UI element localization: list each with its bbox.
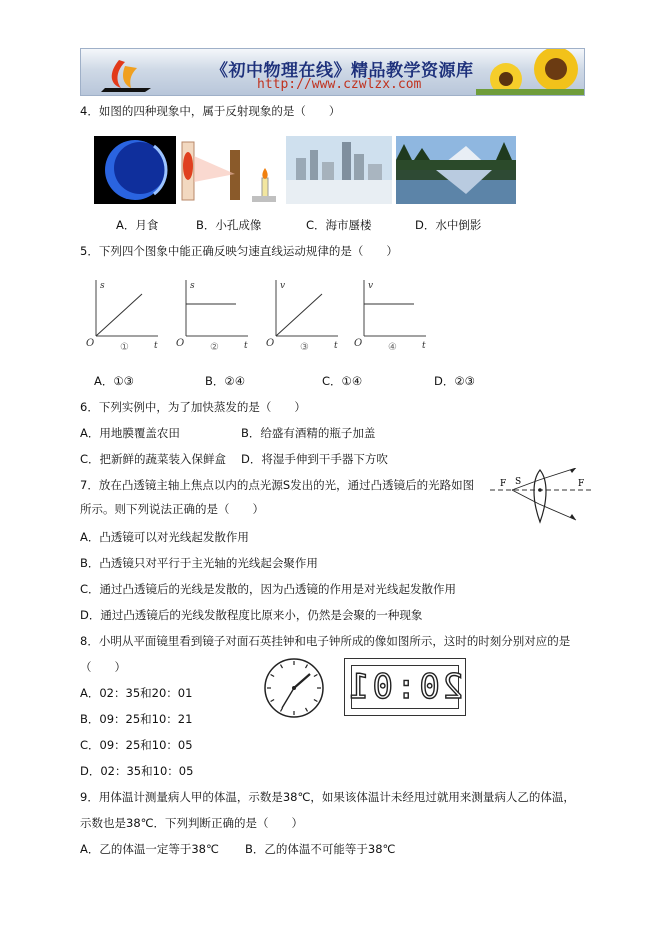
q5-graph-origin: O bbox=[86, 338, 95, 349]
q4-option-b: B．小孔成像 bbox=[196, 218, 262, 232]
q7-option-d: D．通过凸透镜后的光线发散程度比原来小，仍然是会聚的一种现象 bbox=[80, 608, 423, 622]
q7-stem-line1: 7．放在凸透镜主轴上焦点以内的点光源S发出的光，通过凸透镜后的光路如图 bbox=[80, 478, 475, 492]
mirage-city-image bbox=[286, 136, 392, 204]
q5-graph-x-label: t bbox=[154, 341, 158, 351]
q7-option-c: C．通过凸透镜后的光线是发散的，因为凸透镜的作用是对光线起发散作用 bbox=[80, 582, 457, 596]
q5-graph-origin: O bbox=[176, 338, 185, 349]
q7-label-s: S bbox=[515, 477, 522, 487]
q5-graph-x-label: t bbox=[422, 341, 426, 351]
q5-graph-origin: O bbox=[266, 338, 275, 349]
q7-label-f-left: F bbox=[500, 479, 507, 489]
q5-graph-x-label: t bbox=[244, 341, 248, 351]
q6-stem: 6．下列实例中，为了加快蒸发的是（ ） bbox=[80, 400, 306, 414]
q9-option-b: B．乙的体温不可能等于38℃ bbox=[245, 842, 396, 856]
q8-analog-clock-image bbox=[262, 656, 326, 720]
q5-graph-y-label: v bbox=[280, 281, 286, 291]
q7-label-f-right: F bbox=[578, 479, 585, 489]
q5-option-a: A．①③ bbox=[94, 374, 134, 388]
q5-graph-3 bbox=[264, 276, 346, 354]
header-banner bbox=[80, 48, 585, 96]
q9-option-a: A．乙的体温一定等于38℃ bbox=[80, 842, 219, 856]
q8-option-d: D．02：35和10：05 bbox=[80, 764, 194, 778]
q5-graph-y-label: s bbox=[100, 281, 105, 291]
q7-option-a: A．凸透镜可以对光线起发散作用 bbox=[80, 530, 249, 544]
q5-graph-number: ③ bbox=[300, 342, 309, 353]
header-title: 《初中物理在线》精品教学资源库 bbox=[211, 61, 474, 81]
q8-stem: 8．小明从平面镜里看到镜子对面石英挂钟和电子钟所成的像如图所示，这时的时刻分别对应的是 bbox=[80, 634, 571, 648]
q5-graph-number: ① bbox=[120, 342, 129, 353]
logo-icon bbox=[91, 52, 191, 92]
q5-stem: 5．下列四个图象中能正确反映匀速直线运动规律的是（ ） bbox=[80, 244, 398, 258]
sunflower-icon bbox=[476, 48, 585, 96]
q6-option-b: B．给盛有酒精的瓶子加盖 bbox=[241, 426, 376, 440]
q8-option-a: A．02：35和20：01 bbox=[80, 686, 193, 700]
q8-option-c: C．09：25和10：05 bbox=[80, 738, 193, 752]
q9-stem-line1: 9．用体温计测量病人甲的体温，示数是38℃，如果该体温计未经甩过就用来测量病人乙的体温， bbox=[80, 790, 575, 804]
q5-graph-number: ④ bbox=[388, 342, 397, 353]
q5-option-c: C．①④ bbox=[322, 374, 363, 388]
q8-digital-clock bbox=[344, 658, 466, 716]
q4-option-c: C．海市蜃楼 bbox=[306, 218, 372, 232]
q5-graph-4 bbox=[352, 276, 434, 354]
q8-option-b: B．09：25和10：21 bbox=[80, 712, 193, 726]
q5-graph-y-label: v bbox=[368, 281, 374, 291]
q5-graph-line bbox=[96, 294, 142, 336]
q6-option-a: A．用地膜覆盖农田 bbox=[80, 426, 180, 440]
q7-lens-diagram bbox=[488, 468, 596, 524]
q6-option-c: C．把新鲜的蔬菜装入保鲜盒 bbox=[80, 452, 227, 466]
q8-digital-display: 20:01 bbox=[346, 667, 464, 707]
q4-option-a: A．月食 bbox=[116, 218, 159, 232]
q5-graph-origin: O bbox=[354, 338, 363, 349]
q8-paren: （ ） bbox=[80, 660, 126, 674]
q7-option-b: B．凸透镜只对平行于主光轴的光线起会聚作用 bbox=[80, 556, 318, 570]
pinhole-camera-image bbox=[178, 136, 278, 204]
q5-option-d: D．②③ bbox=[434, 374, 475, 388]
q5-graph-y-label: s bbox=[190, 281, 195, 291]
q5-graph-line bbox=[276, 294, 322, 336]
q6-option-d: D．将湿手伸到干手器下方吹 bbox=[241, 452, 388, 466]
q5-graph-1 bbox=[84, 276, 166, 354]
q4-stem: 4．如图的四种现象中，属于反射现象的是（ ） bbox=[80, 104, 341, 118]
q5-option-b: B．②④ bbox=[205, 374, 246, 388]
lunar-eclipse-image bbox=[94, 136, 176, 204]
q4-option-d: D．水中倒影 bbox=[415, 218, 482, 232]
q5-graph-x-label: t bbox=[334, 341, 338, 351]
header-url: http://www.czwlzx.com bbox=[257, 77, 422, 92]
q5-graph-2 bbox=[174, 276, 256, 354]
q9-stem-line2: 示数也是38℃．下列判断正确的是（ ） bbox=[80, 816, 304, 830]
q7-stem-line2: 所示。则下列说法正确的是（ ） bbox=[80, 502, 264, 516]
water-reflection-image bbox=[396, 136, 516, 204]
q5-graph-number: ② bbox=[210, 342, 219, 353]
